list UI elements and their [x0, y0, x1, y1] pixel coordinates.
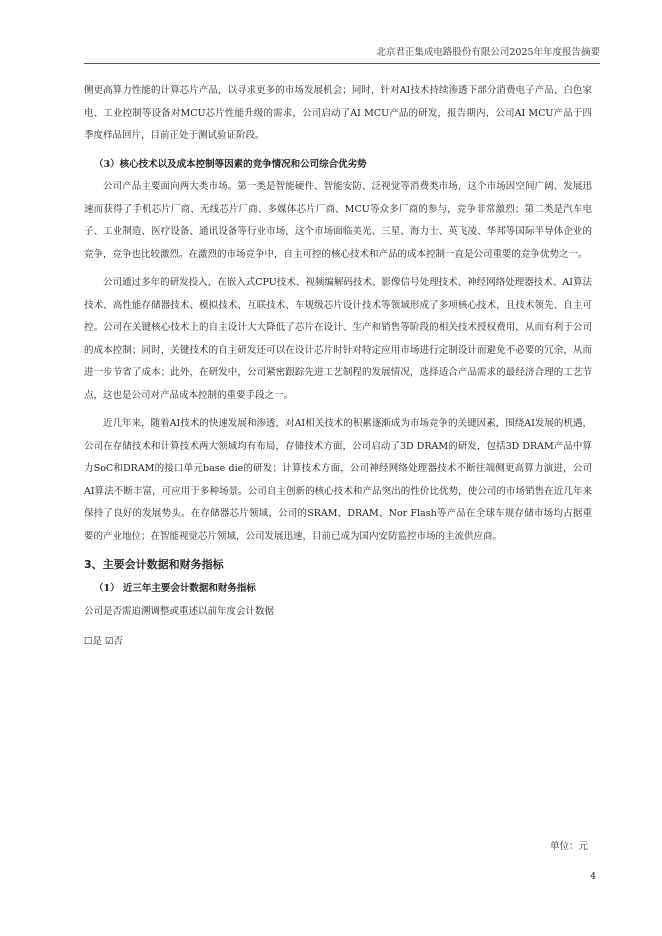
subheading-three-year-data: （1） 近三年主要会计数据和财务指标 — [94, 583, 256, 594]
paragraph-ai-mcu: 侧更高算力性能的计算芯片产品，以寻求更多的市场发展机会；同时，针对AI技术持续渗透下部分消费电子产品、白色家电、工业控制等设备对MCU芯片性能升级的需求，公司启动了AI MCU产品的研发，报告期内，公司AI MCU产品于四季度样品回片，目前正处于测试验证阶段。 — [84, 85, 592, 141]
restatement-checkbox-line: ☐是 ☑否 — [84, 636, 124, 647]
page-header: 北京君正集成电路股份有限公司2025年年度报告摘要 — [84, 44, 600, 64]
page-number: 4 — [590, 872, 596, 882]
document-body — [84, 80, 592, 654]
paragraph-ai-development: 近几年来，随着AI技术的快速发展和渗透，对AI相关技术的积累逐渐成为市场竞争的关键因素，围绕AI发展的机遇，公司在存储技术和计算技术两大领域均有布局，存储技术方面，公司启动了3D DRAM的研发，包括3D DRAM产品中算力SoC和DRAM的接口单元base die的研发；计算技术方面，公司神经网络处理器技术不断往端侧更高算力演进，公司AI算法不断丰富，可应用于多种场景。公司自主创新的核心技术和产品突出的性价比优势，使公司的市场销售在近几年来保持了良好的发展势头。在存储器芯片领域，公司的SRAM、DRAM、Nor Flash等产品在全球车规存储市场均占据重要的产业地位；在智能视觉芯片领域，公司发展迅速，目前已成为国内安防监控市场的主流供应商。 — [84, 418, 592, 542]
unit-label: 单位：元 — [549, 841, 588, 852]
restatement-question: 公司是否需追溯调整或重述以前年度会计数据 — [84, 605, 275, 617]
section-heading-financials: 3、主要会计数据和财务指标 — [84, 558, 224, 571]
paragraph-markets: 公司产品主要面向两大类市场。第一类是智能硬件、智能安防、泛视觉等消费类市场，这个市场因空间广阔、发展迅速而获得了手机芯片厂商、无线芯片厂商、多媒体芯片厂商、MCU等众多厂商的参与，竞争非常激烈；第二类是汽车电子、工业制造、医疗设备、通讯设备等行业市场，这个市场面临美光、三星、海力士、英飞凌、华邦等国际半导体企业的竞争，竞争也比较激烈。在激烈的市场竞争中，自主可控的核心技术和产品的成本控制一直是公司重要的竞争优势之一。 — [84, 181, 592, 260]
subheading-competition: （3）核心技术以及成本控制等因素的竞争情况和公司综合优劣势 — [94, 158, 367, 170]
paragraph-core-tech: 公司通过多年的研发投入，在嵌入式CPU技术、视频编解码技术、影像信号处理技术、神经网络处理器技术、AI算法技术、高性能存储器技术、模拟技术、互联技术、车规级芯片设计技术等领域形成了多项核心技术，且技术领先、自主可控。公司在关键核心技术上的自主设计大大降低了芯片在设计、生产和销售等阶段的相关技术授权费用，从而有利于公司的成本控制；同时，关键技术的自主研发还可以在设计芯片时针对特定应用市场进行定制设计而避免不必要的冗余，从而进一步节省了成本；此外，在研发中，公司紧密跟踪先进工艺制程的发展情况，选择适合产品需求的最经济合理的工艺节点，这也是公司对产品成本控制的重要手段之一。 — [84, 277, 592, 401]
